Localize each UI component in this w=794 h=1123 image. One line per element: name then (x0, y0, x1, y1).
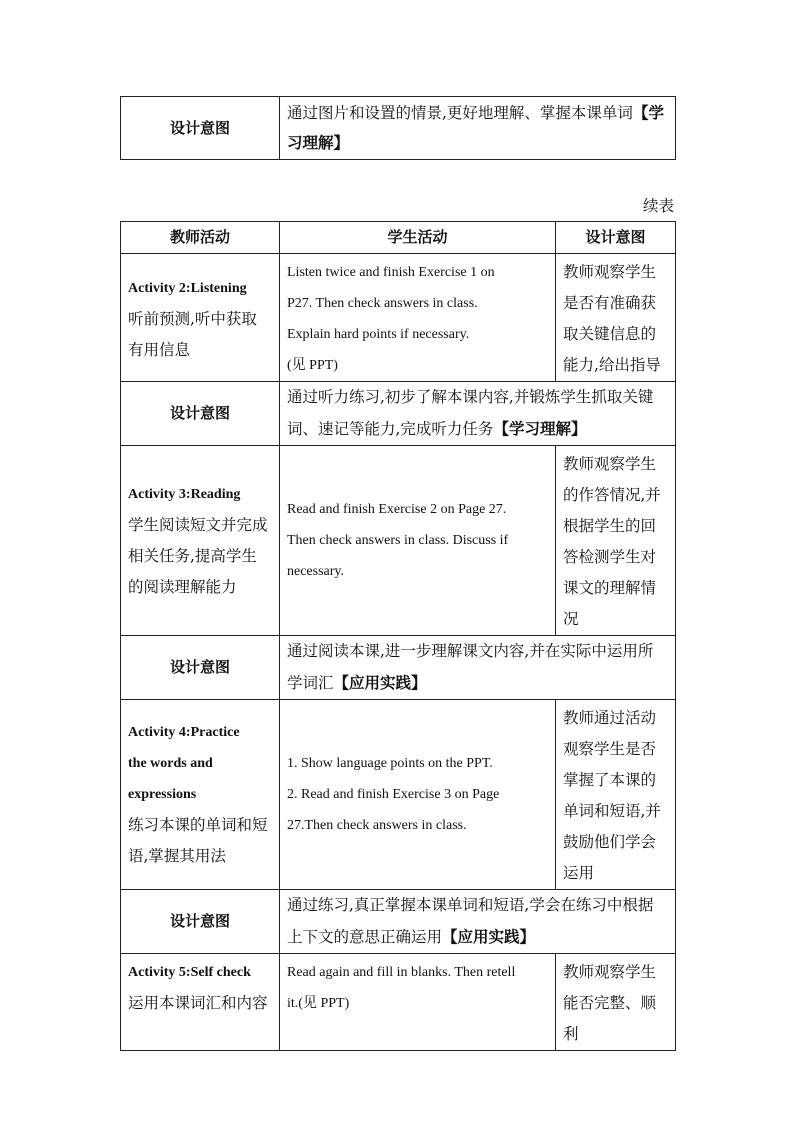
design-intent-text (280, 382, 676, 446)
design-intent-text (280, 636, 676, 700)
student-activity-cell (280, 446, 556, 636)
table-row (121, 954, 676, 1051)
student-line: 27.Then check answers in class. (287, 818, 467, 833)
activity-description: 运用本课词汇和内容 (128, 994, 268, 1012)
activity-title: expressions (128, 787, 197, 802)
student-activity-cell (280, 254, 556, 382)
design-intent-cell: 教师通过活动观察学生是否掌握了本课的单词和短语,并鼓励他们学会运用 (556, 700, 676, 890)
student-activity-cell (280, 700, 556, 890)
student-line: it.(见 PPT) (287, 996, 350, 1011)
student-line: Read and finish Exercise 2 on Page 27. (287, 502, 507, 517)
header-teacher-activity: 教师活动 (121, 222, 280, 254)
table-row (121, 446, 676, 636)
table-row (121, 700, 676, 890)
activity-title: Activity 4:Practice (128, 725, 240, 740)
table-row (121, 890, 676, 954)
activity-description: 学生阅读短文并完成相关任务,提高学生的阅读理解能力 (128, 515, 268, 596)
activity-description: 听前预测,听中获取有用信息 (128, 309, 257, 359)
design-intent-cell: 教师观察学生是否有准确获取关键信息的能力,给出指导 (556, 254, 676, 382)
design-intent-tag: 【学习理解】 (287, 103, 664, 152)
design-intent-text (280, 97, 676, 160)
design-intent-text (280, 890, 676, 954)
teacher-activity-cell (121, 446, 280, 636)
design-intent-body: 通过阅读本课,进一步理解课文内容,并在实际中运用所学词汇 (287, 642, 654, 692)
table-header-row (121, 222, 676, 254)
activity-title: Activity 5:Self check (128, 965, 251, 980)
student-line: Listen twice and finish Exercise 1 on (287, 265, 495, 280)
design-intent-label: 设计意图 (121, 97, 280, 160)
header-student-activity: 学生活动 (280, 222, 556, 254)
teacher-activity-cell (121, 954, 280, 1051)
design-intent-table-top (120, 96, 676, 160)
student-line: P27. Then check answers in class. (287, 296, 478, 311)
student-line: Then check answers in class. Discuss if (287, 533, 509, 548)
student-activity-cell (280, 954, 556, 1051)
design-intent-cell: 教师观察学生的作答情况,并根据学生的回答检测学生对课文的理解情况 (556, 446, 676, 636)
student-line: Read again and fill in blanks. Then retell (287, 965, 516, 980)
student-line: (见 PPT) (287, 358, 338, 373)
activity-title: Activity 2:Listening (128, 280, 247, 296)
student-line: necessary. (287, 564, 345, 579)
header-design-intent: 设计意图 (556, 222, 676, 254)
student-line: Explain hard points if necessary. (287, 327, 470, 342)
student-line: 1. Show language points on the PPT. (287, 756, 493, 771)
continued-label: 续表 (642, 197, 674, 215)
activity-title: Activity 3:Reading (128, 486, 241, 502)
activity-title: the words and (128, 756, 213, 771)
design-intent-body: 通过听力练习,初步了解本课内容,并锻炼学生抓取关键词、速记等能力,完成听力任务 (287, 388, 654, 438)
design-intent-label: 设计意图 (121, 382, 280, 446)
design-intent-label: 设计意图 (121, 890, 280, 954)
design-intent-tag: 【应用实践】 (333, 673, 427, 692)
teacher-activity-cell (121, 700, 280, 890)
design-intent-label: 设计意图 (121, 636, 280, 700)
activity-description: 练习本课的单词和短语,掌握其用法 (128, 816, 268, 865)
table-row (121, 254, 676, 382)
table-row (121, 636, 676, 700)
lesson-activity-table (120, 221, 676, 1051)
teacher-activity-cell (121, 254, 280, 382)
student-line: 2. Read and finish Exercise 3 on Page (287, 787, 500, 802)
design-intent-body: 通过图片和设置的情景,更好地理解、掌握本课单词 (287, 104, 633, 122)
design-intent-tag: 【学习理解】 (493, 419, 587, 438)
design-intent-tag: 【应用实践】 (442, 927, 536, 946)
table-row (121, 382, 676, 446)
design-intent-body: 通过练习,真正掌握本课单词和短语,学会在练习中根据上下文的意思正确运用 (287, 896, 654, 946)
design-intent-cell: 教师观察学生能否完整、顺利 (556, 954, 676, 1051)
